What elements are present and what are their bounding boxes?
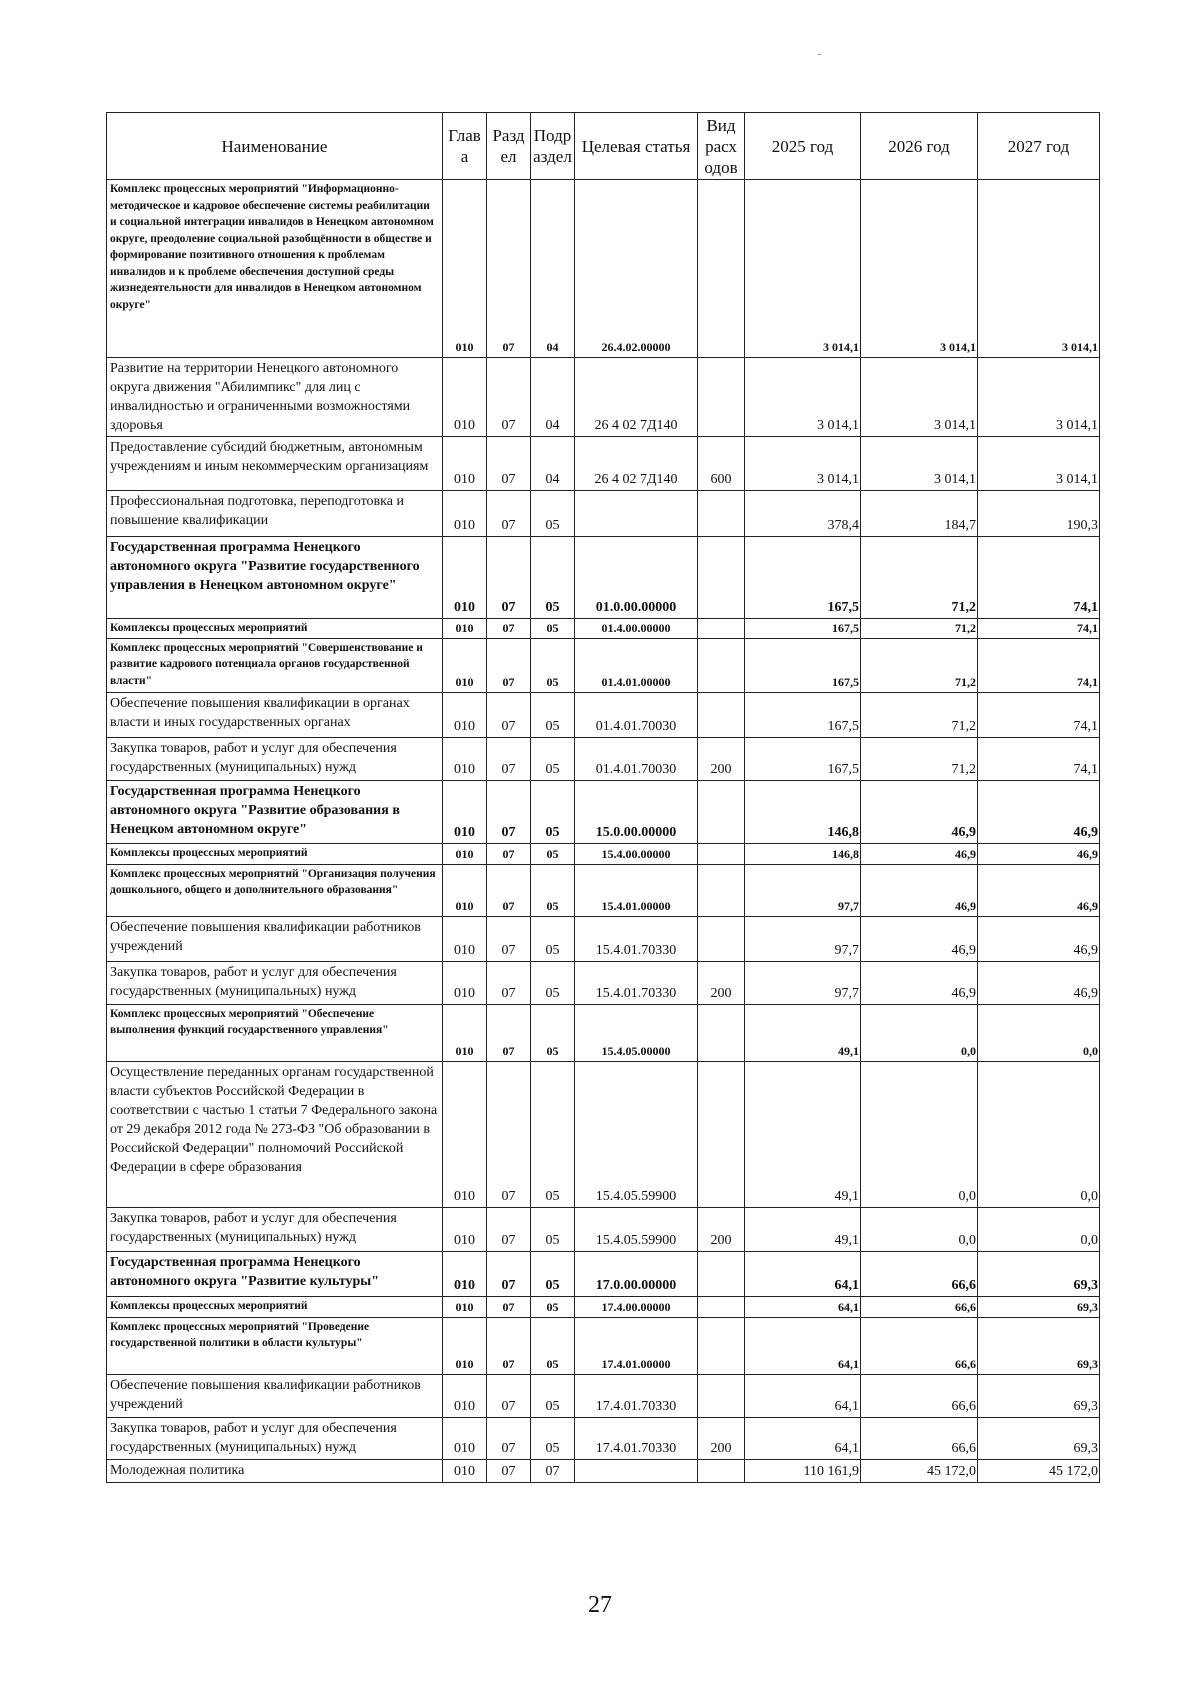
cell-name: Комплекс процессных мероприятий "Обеспечение выполнения функций государственного управления" bbox=[107, 1004, 443, 1061]
cell-2027: 46,9 bbox=[978, 916, 1100, 961]
header-expense-kind: Вид расх одов bbox=[698, 113, 745, 180]
cell-subsection: 05 bbox=[531, 1207, 575, 1251]
cell-subsection: 05 bbox=[531, 961, 575, 1004]
header-2025: 2025 год bbox=[745, 113, 861, 180]
cell-expense-kind bbox=[698, 1061, 745, 1207]
cell-2026: 0,0 bbox=[861, 1004, 978, 1061]
table-row bbox=[107, 780, 1100, 843]
cell-chapter: 010 bbox=[443, 619, 487, 639]
cell-target-article: 15.0.00.00000 bbox=[575, 780, 698, 843]
cell-section: 07 bbox=[487, 1374, 531, 1417]
cell-name: Закупка товаров, работ и услуг для обеспечения государственных (муниципальных) нужд bbox=[107, 961, 443, 1004]
cell-2026: 45 172,0 bbox=[861, 1459, 978, 1482]
cell-section: 07 bbox=[487, 180, 531, 358]
cell-section: 07 bbox=[487, 358, 531, 437]
cell-2027: 69,3 bbox=[978, 1296, 1100, 1317]
cell-name: Осуществление переданных органам государственной власти субъектов Российской Федерации в соответствии с частью 1 статьи 7 Федерального закона от 29 декабря 2012 года № 273-ФЗ "Об образовании в Российской Федерации" полномочий Российской Федерации в сфере образования bbox=[107, 1061, 443, 1207]
page-number: 27 bbox=[588, 1592, 612, 1618]
cell-subsection: 04 bbox=[531, 180, 575, 358]
cell-expense-kind bbox=[698, 864, 745, 916]
cell-target-article: 01.0.00.00000 bbox=[575, 537, 698, 619]
cell-2027: 69,3 bbox=[978, 1317, 1100, 1374]
cell-subsection: 05 bbox=[531, 916, 575, 961]
cell-2026: 3 014,1 bbox=[861, 180, 978, 358]
cell-target-article: 26 4 02 7Д140 bbox=[575, 437, 698, 491]
table-row bbox=[107, 1251, 1100, 1296]
cell-2026: 71,2 bbox=[861, 737, 978, 780]
cell-chapter: 010 bbox=[443, 737, 487, 780]
table-row bbox=[107, 1061, 1100, 1207]
cell-expense-kind bbox=[698, 1317, 745, 1374]
cell-2025: 97,7 bbox=[745, 864, 861, 916]
cell-2025: 97,7 bbox=[745, 916, 861, 961]
cell-section: 07 bbox=[487, 780, 531, 843]
cell-target-article: 17.4.01.70330 bbox=[575, 1374, 698, 1417]
cell-chapter: 010 bbox=[443, 916, 487, 961]
cell-2026: 66,6 bbox=[861, 1374, 978, 1417]
cell-chapter: 010 bbox=[443, 864, 487, 916]
header-2027: 2027 год bbox=[978, 113, 1100, 180]
cell-2027: 69,3 bbox=[978, 1374, 1100, 1417]
cell-subsection: 05 bbox=[531, 843, 575, 864]
cell-section: 07 bbox=[487, 1417, 531, 1459]
cell-subsection: 04 bbox=[531, 437, 575, 491]
cell-2027: 3 014,1 bbox=[978, 180, 1100, 358]
cell-2025: 97,7 bbox=[745, 961, 861, 1004]
cell-subsection: 05 bbox=[531, 864, 575, 916]
cell-name: Государственная программа Ненецкого автономного округа "Развитие образования в Ненецком автономном округе" bbox=[107, 780, 443, 843]
table-row bbox=[107, 491, 1100, 537]
table-row bbox=[107, 916, 1100, 961]
cell-2026: 46,9 bbox=[861, 843, 978, 864]
cell-section: 07 bbox=[487, 1004, 531, 1061]
cell-name: Закупка товаров, работ и услуг для обеспечения государственных (муниципальных) нужд bbox=[107, 1417, 443, 1459]
cell-name: Комплекс процессных мероприятий "Организация получения дошкольного, общего и дополнительного образования" bbox=[107, 864, 443, 916]
cell-2027: 46,9 bbox=[978, 864, 1100, 916]
cell-2026: 71,2 bbox=[861, 638, 978, 692]
cell-2025: 167,5 bbox=[745, 737, 861, 780]
table-row bbox=[107, 358, 1100, 437]
cell-2026: 46,9 bbox=[861, 961, 978, 1004]
cell-chapter: 010 bbox=[443, 1374, 487, 1417]
cell-2027: 46,9 bbox=[978, 780, 1100, 843]
cell-expense-kind: 200 bbox=[698, 1417, 745, 1459]
cell-subsection: 04 bbox=[531, 358, 575, 437]
cell-section: 07 bbox=[487, 638, 531, 692]
cell-section: 07 bbox=[487, 537, 531, 619]
cell-chapter: 010 bbox=[443, 1317, 487, 1374]
cell-2026: 3 014,1 bbox=[861, 437, 978, 491]
cell-2027: 46,9 bbox=[978, 843, 1100, 864]
cell-2027: 74,1 bbox=[978, 537, 1100, 619]
cell-chapter: 010 bbox=[443, 1251, 487, 1296]
cell-name: Комплекс процессных мероприятий "Информационно-методическое и кадровое обеспечение системы реабилитации и социальной интеграции инвалидов в Ненецком автономном округе, преодоление социальной разобщённости в обществе и формирование позитивного отношения к проблемам инвалидов и к проблеме обеспечения доступной среды жизнедеятельности для инвалидов в Ненецком автономном округе" bbox=[107, 180, 443, 358]
cell-subsection: 05 bbox=[531, 1061, 575, 1207]
cell-expense-kind bbox=[698, 692, 745, 737]
cell-2027: 74,1 bbox=[978, 692, 1100, 737]
budget-table bbox=[106, 112, 1100, 1483]
cell-2025: 110 161,9 bbox=[745, 1459, 861, 1482]
cell-2025: 64,1 bbox=[745, 1296, 861, 1317]
table-row bbox=[107, 619, 1100, 639]
table-row bbox=[107, 737, 1100, 780]
cell-expense-kind bbox=[698, 1374, 745, 1417]
cell-2025: 167,5 bbox=[745, 537, 861, 619]
cell-name: Комплексы процессных мероприятий bbox=[107, 843, 443, 864]
cell-section: 07 bbox=[487, 1207, 531, 1251]
table-row bbox=[107, 1207, 1100, 1251]
cell-name: Закупка товаров, работ и услуг для обеспечения государственных (муниципальных) нужд bbox=[107, 737, 443, 780]
cell-expense-kind bbox=[698, 1296, 745, 1317]
cell-section: 07 bbox=[487, 1317, 531, 1374]
cell-section: 07 bbox=[487, 843, 531, 864]
cell-expense-kind bbox=[698, 180, 745, 358]
cell-name: Государственная программа Ненецкого автономного округа "Развитие государственного управления в Ненецком автономном округе" bbox=[107, 537, 443, 619]
cell-2027: 69,3 bbox=[978, 1251, 1100, 1296]
cell-2026: 184,7 bbox=[861, 491, 978, 537]
cell-chapter: 010 bbox=[443, 1459, 487, 1482]
cell-target-article bbox=[575, 491, 698, 537]
cell-name: Профессиональная подготовка, переподготовка и повышение квалификации bbox=[107, 491, 443, 537]
table-row bbox=[107, 843, 1100, 864]
cell-section: 07 bbox=[487, 737, 531, 780]
cell-subsection: 05 bbox=[531, 1004, 575, 1061]
cell-name: Развитие на территории Ненецкого автономного округа движения "Абилимпикс" для лиц с инвалидностью и ограниченными возможностями здоровья bbox=[107, 358, 443, 437]
cell-chapter: 010 bbox=[443, 491, 487, 537]
cell-subsection: 07 bbox=[531, 1459, 575, 1482]
cell-subsection: 05 bbox=[531, 1374, 575, 1417]
cell-2027: 0,0 bbox=[978, 1207, 1100, 1251]
cell-section: 07 bbox=[487, 1459, 531, 1482]
cell-2027: 45 172,0 bbox=[978, 1459, 1100, 1482]
table-row bbox=[107, 1317, 1100, 1374]
cell-2026: 71,2 bbox=[861, 692, 978, 737]
cell-section: 07 bbox=[487, 1061, 531, 1207]
cell-expense-kind bbox=[698, 358, 745, 437]
cell-name: Закупка товаров, работ и услуг для обеспечения государственных (муниципальных) нужд bbox=[107, 1207, 443, 1251]
cell-2027: 0,0 bbox=[978, 1004, 1100, 1061]
cell-subsection: 05 bbox=[531, 638, 575, 692]
cell-name: Молодежная политика bbox=[107, 1459, 443, 1482]
cell-2025: 64,1 bbox=[745, 1317, 861, 1374]
cell-2026: 66,6 bbox=[861, 1251, 978, 1296]
cell-2027: 74,1 bbox=[978, 737, 1100, 780]
cell-2025: 3 014,1 bbox=[745, 358, 861, 437]
cell-target-article: 17.4.01.00000 bbox=[575, 1317, 698, 1374]
cell-2026: 66,6 bbox=[861, 1417, 978, 1459]
cell-2027: 69,3 bbox=[978, 1417, 1100, 1459]
cell-target-article: 01.4.01.70030 bbox=[575, 692, 698, 737]
table-row bbox=[107, 1417, 1100, 1459]
cell-expense-kind: 200 bbox=[698, 1207, 745, 1251]
cell-2026: 71,2 bbox=[861, 619, 978, 639]
cell-name: Комплексы процессных мероприятий bbox=[107, 1296, 443, 1317]
cell-expense-kind: 600 bbox=[698, 437, 745, 491]
cell-name: Предоставление субсидий бюджетным, автономным учреждениям и иным некоммерческим организациям bbox=[107, 437, 443, 491]
cell-2027: 0,0 bbox=[978, 1061, 1100, 1207]
cell-2026: 66,6 bbox=[861, 1317, 978, 1374]
cell-2026: 0,0 bbox=[861, 1061, 978, 1207]
cell-chapter: 010 bbox=[443, 1207, 487, 1251]
cell-subsection: 05 bbox=[531, 1251, 575, 1296]
cell-chapter: 010 bbox=[443, 961, 487, 1004]
cell-2025: 167,5 bbox=[745, 692, 861, 737]
cell-chapter: 010 bbox=[443, 358, 487, 437]
cell-section: 07 bbox=[487, 864, 531, 916]
scan-speck bbox=[818, 54, 821, 55]
cell-target-article: 01.4.00.00000 bbox=[575, 619, 698, 639]
cell-name: Комплекс процессных мероприятий "Проведение государственной политики в области культуры" bbox=[107, 1317, 443, 1374]
cell-2026: 46,9 bbox=[861, 864, 978, 916]
cell-2025: 64,1 bbox=[745, 1374, 861, 1417]
cell-chapter: 010 bbox=[443, 537, 487, 619]
cell-2025: 49,1 bbox=[745, 1207, 861, 1251]
cell-target-article: 15.4.05.59900 bbox=[575, 1207, 698, 1251]
cell-2025: 49,1 bbox=[745, 1061, 861, 1207]
cell-target-article: 15.4.05.59900 bbox=[575, 1061, 698, 1207]
cell-section: 07 bbox=[487, 491, 531, 537]
header-target-article: Целевая статья bbox=[575, 113, 698, 180]
cell-section: 07 bbox=[487, 437, 531, 491]
cell-section: 07 bbox=[487, 1296, 531, 1317]
cell-2025: 378,4 bbox=[745, 491, 861, 537]
table-row bbox=[107, 1459, 1100, 1482]
cell-expense-kind: 200 bbox=[698, 961, 745, 1004]
cell-target-article bbox=[575, 1459, 698, 1482]
cell-section: 07 bbox=[487, 619, 531, 639]
cell-2025: 49,1 bbox=[745, 1004, 861, 1061]
cell-section: 07 bbox=[487, 916, 531, 961]
cell-2027: 190,3 bbox=[978, 491, 1100, 537]
cell-2025: 64,1 bbox=[745, 1251, 861, 1296]
cell-expense-kind bbox=[698, 780, 745, 843]
header-2026: 2026 год bbox=[861, 113, 978, 180]
cell-target-article: 15.4.00.00000 bbox=[575, 843, 698, 864]
cell-target-article: 01.4.01.00000 bbox=[575, 638, 698, 692]
cell-section: 07 bbox=[487, 961, 531, 1004]
cell-chapter: 010 bbox=[443, 780, 487, 843]
cell-target-article: 17.4.00.00000 bbox=[575, 1296, 698, 1317]
table-row bbox=[107, 180, 1100, 358]
cell-name: Комплексы процессных мероприятий bbox=[107, 619, 443, 639]
cell-target-article: 17.4.01.70330 bbox=[575, 1417, 698, 1459]
cell-subsection: 05 bbox=[531, 1417, 575, 1459]
cell-expense-kind: 200 bbox=[698, 737, 745, 780]
cell-name: Обеспечение повышения квалификации в органах власти и иных государственных органах bbox=[107, 692, 443, 737]
cell-expense-kind bbox=[698, 491, 745, 537]
cell-subsection: 05 bbox=[531, 780, 575, 843]
table-row bbox=[107, 537, 1100, 619]
cell-expense-kind bbox=[698, 843, 745, 864]
header-row bbox=[107, 113, 1100, 180]
cell-target-article: 26 4 02 7Д140 bbox=[575, 358, 698, 437]
header-subsection: Подр аздел bbox=[531, 113, 575, 180]
cell-2026: 71,2 bbox=[861, 537, 978, 619]
table-row bbox=[107, 864, 1100, 916]
cell-2026: 0,0 bbox=[861, 1207, 978, 1251]
cell-2025: 64,1 bbox=[745, 1417, 861, 1459]
header-name: Наименование bbox=[107, 113, 443, 180]
cell-target-article: 17.0.00.00000 bbox=[575, 1251, 698, 1296]
cell-section: 07 bbox=[487, 1251, 531, 1296]
table-row bbox=[107, 1296, 1100, 1317]
cell-2026: 46,9 bbox=[861, 916, 978, 961]
table-row bbox=[107, 1004, 1100, 1061]
cell-2027: 74,1 bbox=[978, 619, 1100, 639]
cell-expense-kind bbox=[698, 1251, 745, 1296]
cell-expense-kind bbox=[698, 1004, 745, 1061]
cell-target-article: 01.4.01.70030 bbox=[575, 737, 698, 780]
cell-subsection: 05 bbox=[531, 737, 575, 780]
cell-name: Обеспечение повышения квалификации работников учреждений bbox=[107, 1374, 443, 1417]
cell-2027: 3 014,1 bbox=[978, 437, 1100, 491]
cell-2027: 3 014,1 bbox=[978, 358, 1100, 437]
cell-subsection: 05 bbox=[531, 692, 575, 737]
cell-2025: 146,8 bbox=[745, 843, 861, 864]
cell-target-article: 15.4.01.70330 bbox=[575, 961, 698, 1004]
cell-2025: 146,8 bbox=[745, 780, 861, 843]
cell-target-article: 15.4.05.00000 bbox=[575, 1004, 698, 1061]
table-row bbox=[107, 961, 1100, 1004]
cell-chapter: 010 bbox=[443, 843, 487, 864]
cell-2025: 3 014,1 bbox=[745, 437, 861, 491]
table-row bbox=[107, 692, 1100, 737]
cell-subsection: 05 bbox=[531, 537, 575, 619]
table-row bbox=[107, 437, 1100, 491]
cell-name: Государственная программа Ненецкого автономного округа "Развитие культуры" bbox=[107, 1251, 443, 1296]
cell-target-article: 15.4.01.00000 bbox=[575, 864, 698, 916]
cell-subsection: 05 bbox=[531, 619, 575, 639]
cell-chapter: 010 bbox=[443, 692, 487, 737]
table-row bbox=[107, 1374, 1100, 1417]
cell-chapter: 010 bbox=[443, 1061, 487, 1207]
cell-subsection: 05 bbox=[531, 1317, 575, 1374]
cell-2025: 3 014,1 bbox=[745, 180, 861, 358]
cell-2025: 167,5 bbox=[745, 638, 861, 692]
cell-section: 07 bbox=[487, 692, 531, 737]
cell-2026: 66,6 bbox=[861, 1296, 978, 1317]
cell-expense-kind bbox=[698, 1459, 745, 1482]
header-chapter: Глав а bbox=[443, 113, 487, 180]
cell-chapter: 010 bbox=[443, 1296, 487, 1317]
cell-2027: 74,1 bbox=[978, 638, 1100, 692]
cell-2026: 3 014,1 bbox=[861, 358, 978, 437]
cell-name: Обеспечение повышения квалификации работников учреждений bbox=[107, 916, 443, 961]
cell-expense-kind bbox=[698, 916, 745, 961]
cell-name: Комплекс процессных мероприятий "Совершенствование и развитие кадрового потенциала органов государственной власти" bbox=[107, 638, 443, 692]
cell-2027: 46,9 bbox=[978, 961, 1100, 1004]
cell-chapter: 010 bbox=[443, 1417, 487, 1459]
cell-chapter: 010 bbox=[443, 638, 487, 692]
cell-subsection: 05 bbox=[531, 1296, 575, 1317]
cell-2026: 46,9 bbox=[861, 780, 978, 843]
cell-subsection: 05 bbox=[531, 491, 575, 537]
cell-chapter: 010 bbox=[443, 1004, 487, 1061]
cell-2025: 167,5 bbox=[745, 619, 861, 639]
cell-expense-kind bbox=[698, 638, 745, 692]
table-body bbox=[107, 180, 1100, 1483]
cell-expense-kind bbox=[698, 537, 745, 619]
table-row bbox=[107, 638, 1100, 692]
cell-expense-kind bbox=[698, 619, 745, 639]
cell-chapter: 010 bbox=[443, 437, 487, 491]
cell-target-article: 26.4.02.00000 bbox=[575, 180, 698, 358]
header-section: Разд ел bbox=[487, 113, 531, 180]
cell-chapter: 010 bbox=[443, 180, 487, 358]
cell-target-article: 15.4.01.70330 bbox=[575, 916, 698, 961]
